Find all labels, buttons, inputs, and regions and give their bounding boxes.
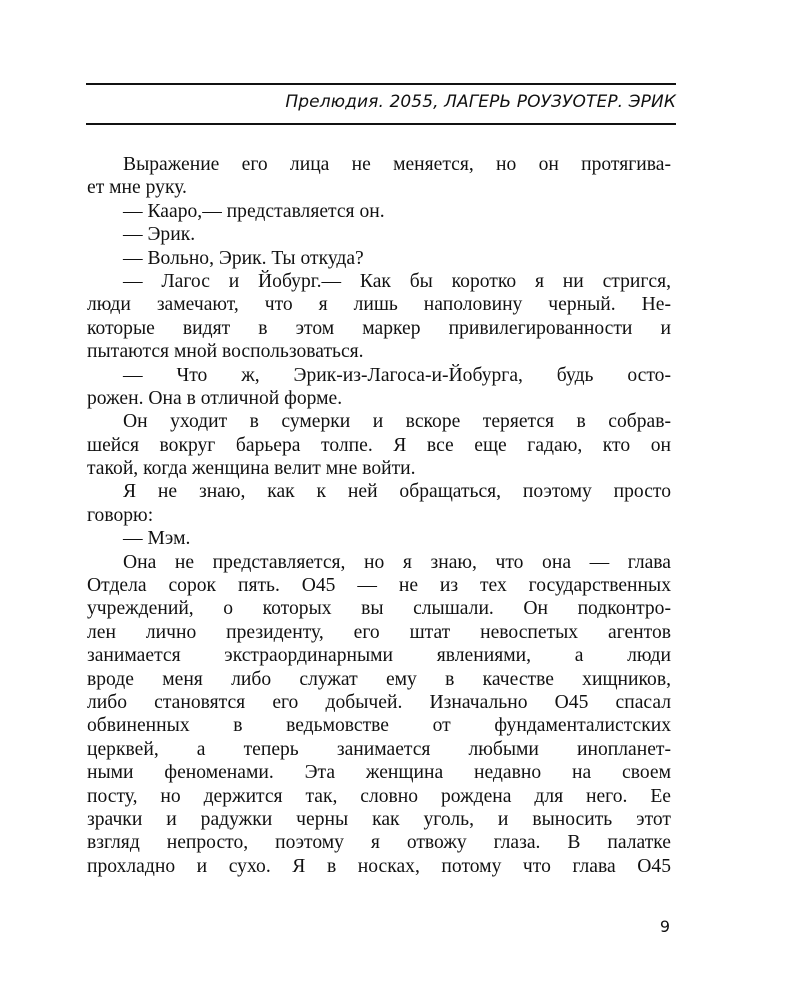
text-line: такой, когда женщина велит мне войти. [87,458,416,480]
text-line: обвиненных в ведьмовстве от фундаменталистских [87,715,671,737]
text-line: учреждений, о которых вы слышали. Он подконтро- [87,598,671,620]
text-line: Она не представляется, но я знаю, что она — глава [123,551,671,573]
text-line: ными феноменами. Эта женщина недавно на своем [87,762,671,784]
text-line: прохладно и сухо. Я в носках, потому что глава О45 [87,855,671,877]
text-line: церквей, а теперь занимается любыми инопланет- [87,738,671,760]
text-line: — Эрик. [123,224,196,246]
running-head: Прелюдия. 2055, ЛАГЕРЬ РОУЗУОТЕР. ЭРИК [285,92,676,112]
text-line: — Кааро,— представляется он. [123,200,385,222]
text-line: которые видят в этом маркер привилегированности и [87,317,671,339]
text-line: — Мэм. [123,528,191,550]
body-text [87,153,671,878]
text-line: взгляд непросто, поэтому я отвожу глаза. В палатке [87,832,671,854]
text-line: — Вольно, Эрик. Ты откуда? [123,247,364,269]
text-line: Отдела сорок пять. О45 — не из тех государственных [87,575,671,597]
page-number: 9 [659,917,670,936]
text-line: Он уходит в сумерки и вскоре теряется в собрав- [123,411,671,433]
text-line: — Что ж, Эрик-из-Лагоса-и-Йобурга, будь осто- [123,364,671,386]
text-line: лен лично президенту, его штат невоспетых агентов [87,621,671,643]
text-line: Я не знаю, как к ней обращаться, поэтому просто [123,481,671,503]
text-line: посту, но держится так, словно рождена для него. Ее [87,785,671,807]
header-rule-bottom [86,123,676,125]
text-line: ет мне руку. [87,177,187,199]
text-line: рожен. Она в отличной форме. [87,387,343,409]
text-line: пытаются мной воспользоваться. [87,341,364,363]
header-rule-top [86,83,676,85]
text-line: люди замечают, что я лишь наполовину черный. Не- [87,294,671,316]
text-line: занимается экстраординарными явлениями, а люди [87,645,671,667]
text-line: вроде меня либо служат ему в качестве хищников, [87,668,671,690]
text-line: шейся вокруг барьера толпе. Я все еще гадаю, кто он [87,434,671,456]
text-line: зрачки и радужки черны как уголь, и выносить этот [87,808,671,830]
text-line: — Лагос и Йобург.— Как бы коротко я ни стригся, [123,270,671,292]
text-line: говорю: [87,504,154,526]
text-line: либо становятся его добычей. Изначально О45 спасал [87,691,671,713]
text-line: Выражение его лица не меняется, но он протягива- [123,154,671,175]
